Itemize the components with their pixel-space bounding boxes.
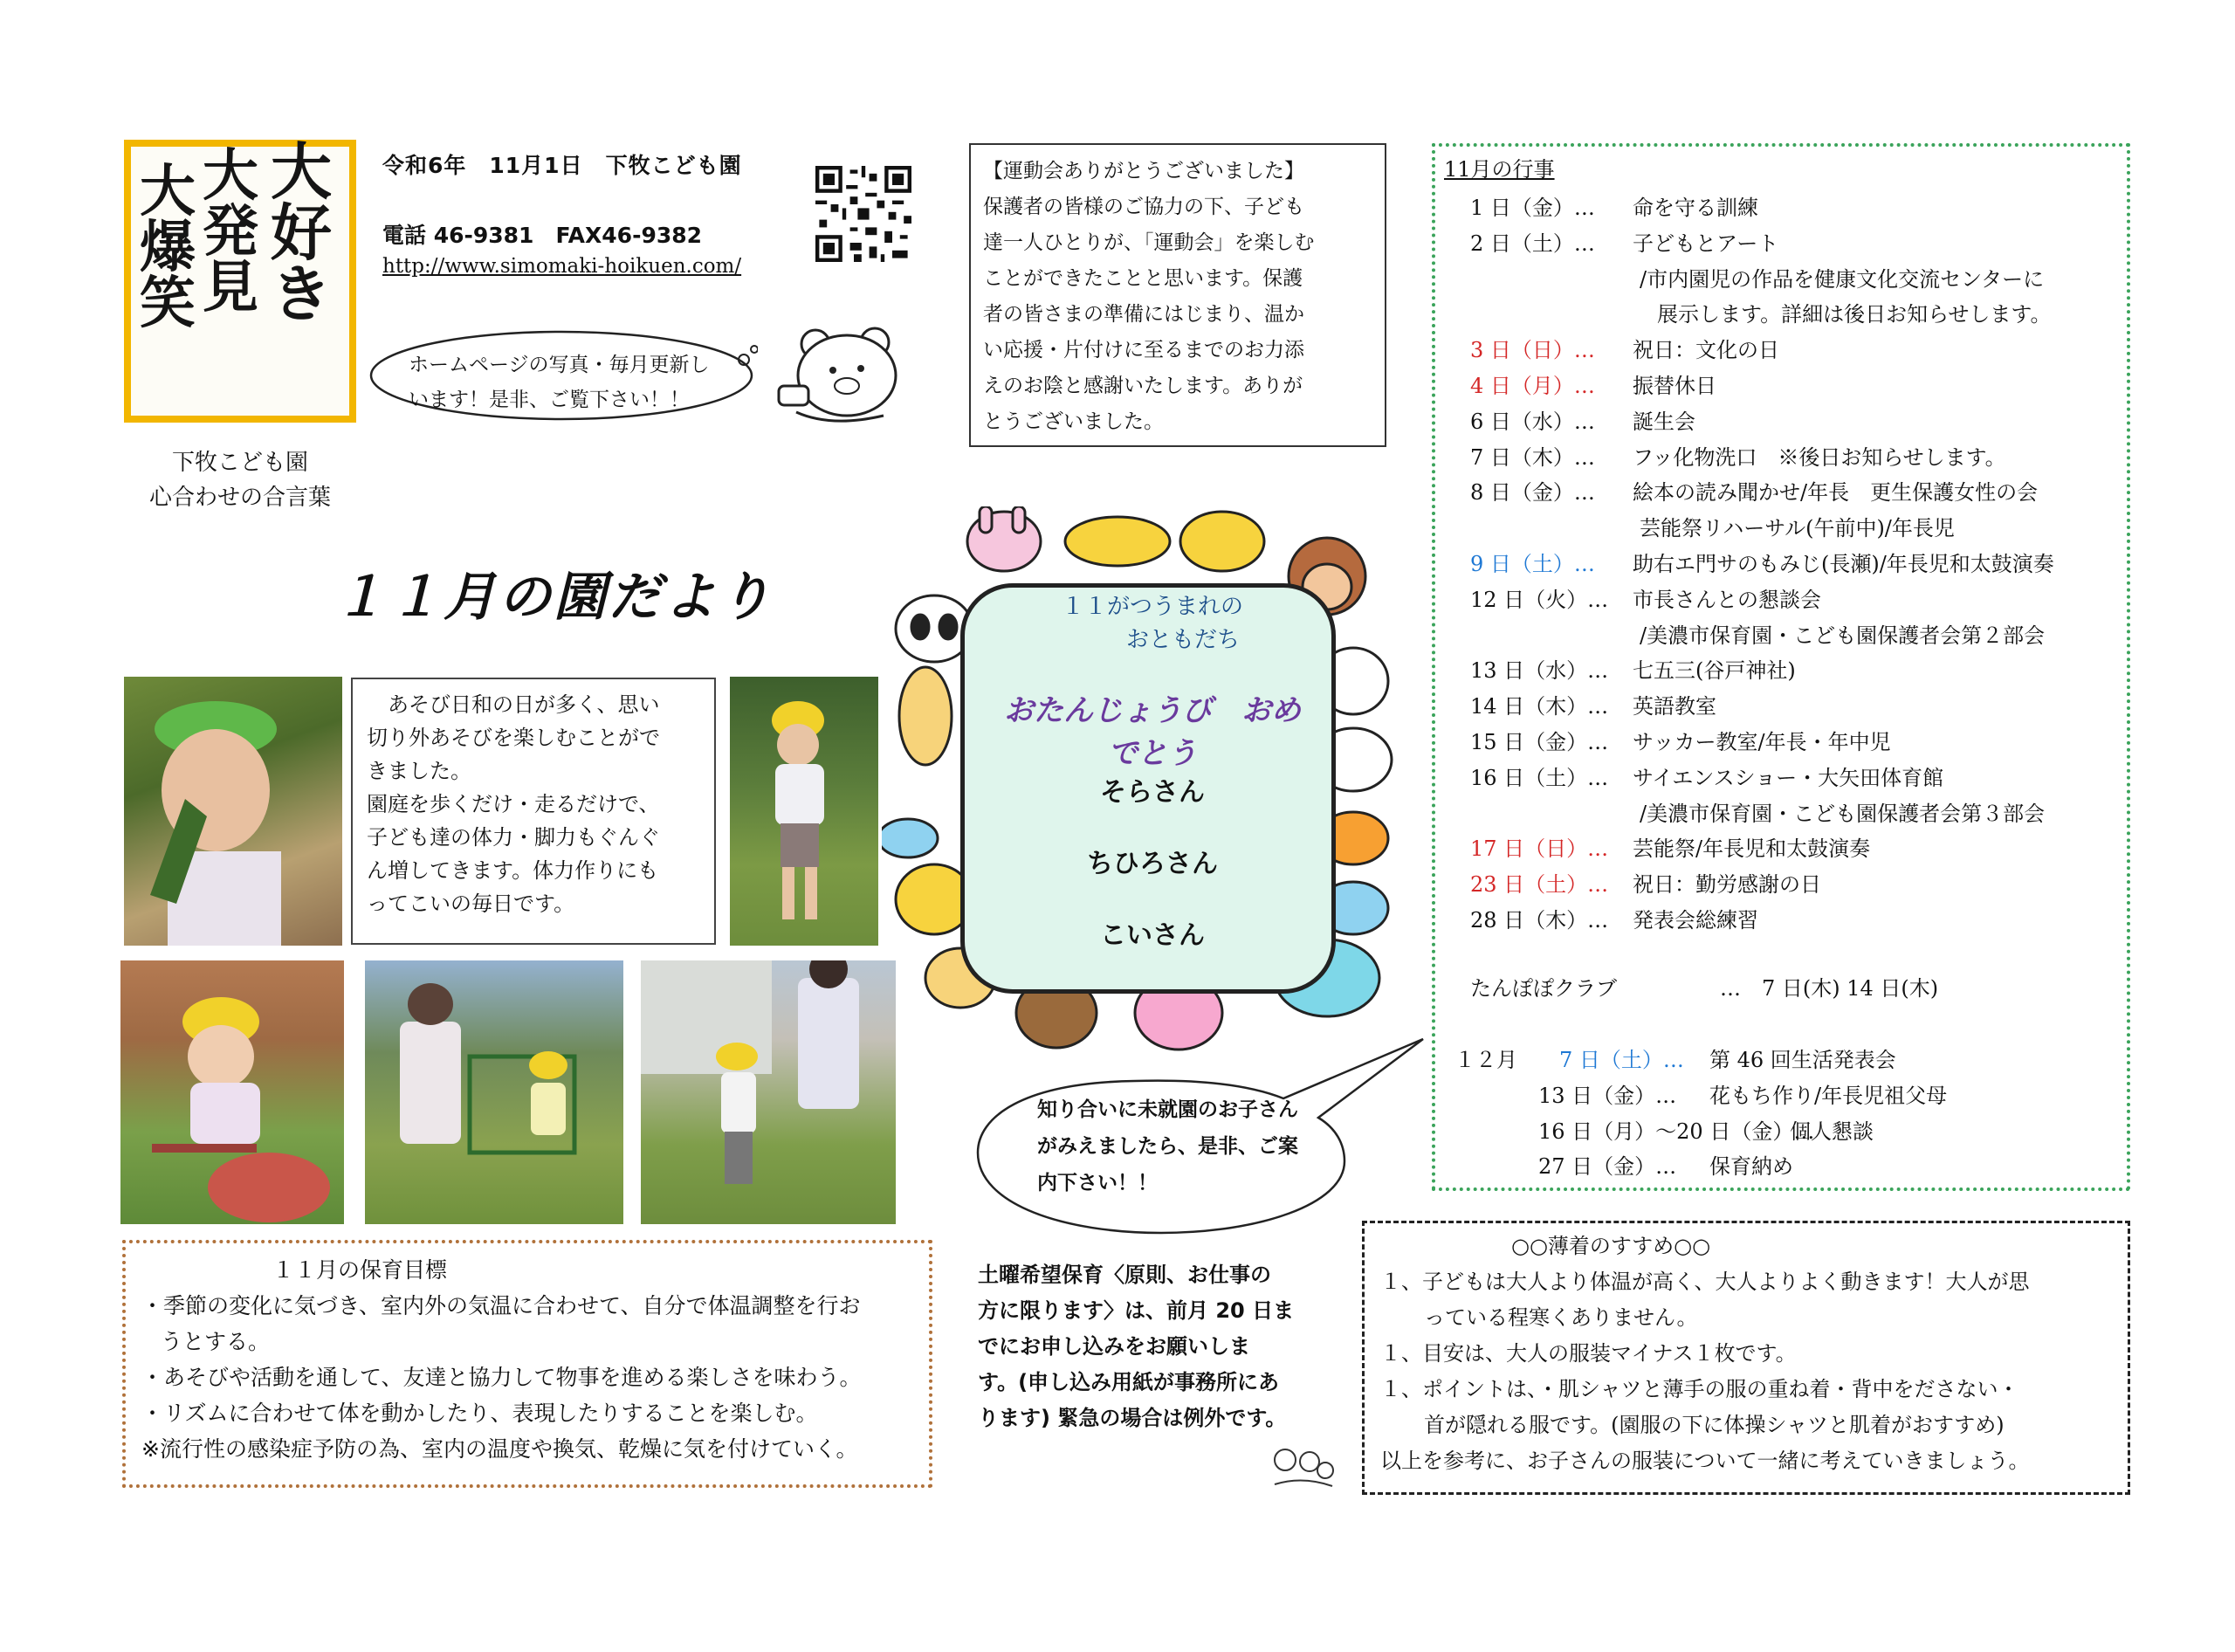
event-text: 展示します。詳細は後日お知らせします。 [1657, 302, 2052, 327]
event-text: 子どもとアート [1633, 231, 1779, 256]
event-date: 12 日（火）… [1470, 587, 1609, 612]
event-text: 七五三(谷戸神社) [1633, 658, 1796, 684]
december-event-date: 27 日（金）… [1538, 1154, 1677, 1180]
goal-line: ・あそびや活動を通して、友達と協力して物事を進める楽しさを味わう。 [141, 1365, 862, 1390]
event-date: 17 日（日）… [1470, 836, 1609, 862]
saturday-line: 方に限ります〉は、前月 20 日ま [978, 1298, 1295, 1323]
photo-child-on-rocking-toy [120, 960, 344, 1224]
header-phone: 電話 46-9381 FAX46-9382 [382, 223, 703, 248]
thanks-line: い応援・片付けに至るまでのお力添 [983, 339, 1304, 361]
event-date: 3 日（日）… [1470, 338, 1595, 363]
play-line: 切り外あそびを楽しむことがで [367, 726, 660, 750]
monthly-goals-box [122, 1240, 932, 1488]
homepage-note-line2: います！是非、ご覧下さい！！ [409, 389, 690, 411]
event-text: 祝日：文化の日 [1633, 338, 1779, 363]
homepage-link[interactable]: http://www.simomaki-hoikuen.com/ [382, 255, 742, 278]
event-text: 芸能祭リハーサル(午前中)/年長児 [1640, 516, 1955, 541]
notice-line: 内下さい！！ [1037, 1172, 1158, 1194]
logo-caption-line1: 下牧こども園 [171, 450, 308, 476]
goal-line: ・リズムに合わせて体を動かしたり、表現したりすることを楽しむ。 [141, 1401, 818, 1426]
homepage-note-line1: ホームページの写真・毎月更新し [409, 354, 710, 376]
play-line: あそび日和の日が多く、思い [367, 692, 660, 717]
header-date: 令和6年 11月1日 下牧こども園 [382, 153, 742, 178]
thin-line: っている程寒くありません。 [1424, 1305, 1698, 1330]
saturday-line: ります) 緊急の場合は例外です。 [978, 1406, 1287, 1430]
bear-illustration-icon [761, 325, 910, 428]
goal-line: うとする。 [161, 1329, 271, 1354]
goal-line: ※流行性の感染症予防の為、室内の温度や換気、乾燥に気を付けていく。 [141, 1436, 858, 1462]
photo-child-with-leaves [124, 677, 342, 946]
december-event-text: 花もち作り/年長児祖父母 [1709, 1083, 1948, 1108]
photo-children-running [365, 960, 623, 1224]
homepage-note [409, 348, 758, 417]
event-date: 15 日（金）… [1470, 730, 1609, 754]
event-date: 16 日（土）… [1470, 765, 1609, 790]
thin-line: 首が隠れる服です。(園服の下に体操シャツと肌着がおすすめ) [1424, 1413, 2005, 1437]
notice-line: がみえましたら、是非、ご案 [1037, 1135, 1298, 1158]
december-event-text: 保育納め [1709, 1154, 1793, 1180]
event-text: フッ化物洗口 ※後日お知らせします。 [1633, 444, 2006, 470]
event-date: 28 日（木）… [1470, 908, 1609, 933]
notice-text [1037, 1091, 1299, 1201]
event-text: 祝日：勤労感謝の日 [1633, 872, 1821, 898]
play-line: ってこいの毎日です。 [367, 891, 575, 916]
event-text: 振替休日 [1633, 374, 1716, 398]
december-label: １２月 [1454, 1048, 1517, 1072]
event-text: サイエンスショー・大矢田体育館 [1633, 765, 1944, 790]
event-text: /美濃市保育園・こども園保護者会第２部会 [1640, 623, 2046, 648]
saturday-line: でにお申し込みをお願いしま [978, 1334, 1250, 1359]
december-event-text: 第 46 回生活発表会 [1709, 1048, 1896, 1072]
thin-title: ○○薄着のすすめ○○ [1511, 1234, 1711, 1258]
event-date: 14 日（木）… [1470, 694, 1609, 719]
saturday-line: す。(申し込み用紙が事務所にあ [978, 1370, 1280, 1394]
event-text: サッカー教室/年長・年中児 [1633, 730, 1891, 754]
birthday-name: ちひろさん [1087, 849, 1218, 879]
thin-clothing-box [1362, 1221, 2130, 1495]
photo-child-walking [730, 677, 878, 946]
event-date: 23 日（土）… [1470, 872, 1609, 898]
notice-line: 知り合いに未就園のお子さん [1037, 1098, 1298, 1121]
event-date: 4 日（月）… [1470, 374, 1595, 398]
goals-title: １１月の保育目標 [272, 1257, 448, 1283]
play-line: 子ども達の体力・脚力もぐんぐ [367, 825, 660, 850]
event-date: 7 日（木）… [1470, 444, 1595, 470]
event-text: 市長さんとの懇談会 [1633, 587, 1821, 612]
logo-caption [105, 445, 375, 515]
play-line: ん増してきます。体力作りにも [367, 858, 659, 883]
event-date: 2 日（土）… [1470, 231, 1595, 256]
qr-code-icon[interactable] [815, 166, 911, 262]
thanks-title: 【運動会ありがとうございました】 [983, 160, 1304, 182]
december-event-date: 16 日（月）～20 日（金）… [1538, 1119, 1815, 1144]
thin-line: １、子どもは大人より体温が高く、大人よりよく動きます！大人が思 [1380, 1270, 2030, 1294]
saturday-line: 土曜希望保育〈原則、お仕事の [978, 1263, 1271, 1287]
december-event-date: 7 日（土）… [1559, 1048, 1684, 1072]
play-line: きました。 [367, 759, 471, 783]
birthday-heading: おたんじょうび おめでとう [1004, 693, 1301, 771]
event-text: 誕生会 [1633, 409, 1695, 434]
event-text: 絵本の読み聞かせ/年長 更生保護女性の会 [1633, 480, 2039, 506]
event-text: 助右エ門サのもみじ(長瀬)/年長児和太鼓演奏 [1633, 552, 2054, 576]
birthday-name: そらさん [1100, 777, 1205, 808]
event-date: 9 日（土）… [1470, 552, 1595, 576]
thanks-line: とうございました。 [983, 410, 1164, 433]
december-event-date: 13 日（金）… [1538, 1083, 1677, 1108]
birthday-subtitle [1013, 590, 1292, 657]
event-text: 命を守る訓練 [1633, 196, 1758, 220]
thanks-line: 者の皆さまの準備にはじまり、温か [983, 303, 1304, 326]
events-title: 11月の行事 [1444, 157, 1555, 182]
thanks-line: 保護者の皆様のご協力の下、子ども [983, 196, 1304, 218]
thin-line: １、目安は、大人の服装マイナス１枚です。 [1380, 1341, 1797, 1366]
calligraphy-logo: 大 爆 笑 大 発 見 大 好 き [124, 140, 356, 423]
logo-caption-line2: 心合わせの合言葉 [148, 485, 331, 511]
event-text: 英語教室 [1633, 694, 1716, 719]
sports-day-thanks-box [969, 143, 1386, 447]
event-date: 6 日（水）… [1470, 409, 1595, 434]
december-event-text: 個人懇談 [1790, 1119, 1874, 1144]
play-line: 園庭を歩くだけ・走るだけで、 [367, 792, 660, 816]
event-text: /美濃市保育園・こども園保護者会第３部会 [1640, 801, 2046, 826]
event-date: 8 日（金）… [1470, 480, 1595, 506]
photo-child-with-teacher [641, 960, 896, 1224]
goal-line: ・季節の変化に気づき、室内外の気温に合わせて、自分で体温調整を行お [141, 1293, 861, 1318]
saturday-care-note [978, 1257, 1331, 1436]
event-text: /市内園児の作品を健康文化交流センターに [1640, 266, 2045, 292]
outdoor-play-text [351, 678, 716, 945]
thin-line: 以上を参考に、お子さんの服装について一緒に考えていきましょう。 [1380, 1449, 2030, 1473]
event-text: 発表会総練習 [1633, 908, 1758, 933]
birthday-line1: １１がつうまれの [1061, 594, 1243, 620]
animals-doodle-icon [1268, 1441, 1338, 1493]
thanks-line: 達一人ひとりが、「運動会」を楽しむ [983, 231, 1315, 254]
event-date: 1 日（金）… [1470, 196, 1595, 220]
thin-line: １、ポイントは、・肌シャツと薄手の服の重ね着・背中をださない・ [1380, 1377, 2019, 1401]
event-date: 13 日（水）… [1470, 658, 1609, 684]
tanpopo-label: たんぽぽクラブ [1470, 976, 1617, 1001]
thanks-line: ことができたことと思います。保護 [983, 267, 1303, 290]
event-text: 芸能祭/年長児和太鼓演奏 [1633, 836, 1871, 862]
birthday-name: こいさん [1100, 920, 1205, 951]
tanpopo-dates: … 7 日(木) 14 日(木) [1720, 976, 1939, 1001]
birthday-line2: おともだち [1125, 627, 1240, 653]
page-title: １１月の園だより [334, 567, 774, 628]
thanks-line: えのお陰と感謝いたします。ありが [983, 375, 1303, 397]
